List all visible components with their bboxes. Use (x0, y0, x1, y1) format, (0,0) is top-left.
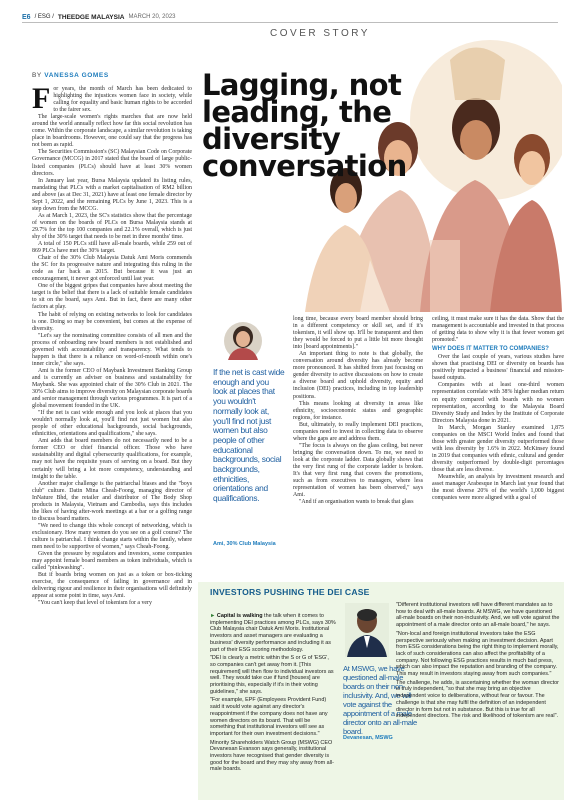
paragraph: Companies with at least one-third women representation correlate with 38% higher median return on equity compared with boards with no women representation, according to the Malaysia Board Diversity Study and Index by the Institute of Corporate Directors Malaysia done in 2021. (432, 382, 564, 424)
paragraph: "Let's say the nominating committee consists of all men and the process of onboarding new board members is not established and governed with accountability and transparency. What tends to happen is that there is a reliance on word-of-mouth within one's inner circle," she says. (32, 332, 192, 367)
paragraph: One of the biggest gripes that companies have about meeting the target is the belief that there is a lack of suitable female candidates to sit on the board, says Ami. But in fact, there are many other factors at play. (32, 283, 192, 311)
paragraph: As at March 1, 2023, the SC's statistics show that the percentage of women on the boards of PLCs on Bursa Malaysia stands at 29.7% for the top 100 companies and 22.1% overall, which is just shy of the 30% target that needs to be met in three months' time. (32, 212, 192, 240)
section-title: COVER STORY (270, 28, 370, 39)
paragraph: "And if an organisation wants to break that glass (299, 499, 414, 506)
paragraph: In January last year, Bursa Malaysia updated its listing rules, mandating that PLCs with a market capitalisation of RM2 billion and above (as at Dec 31, 2021) have at least one female director by Sept 1, 2022, and the remaining PLCs by June 1, 2023. This is a step down from the MCCG. (32, 177, 192, 212)
paragraph: Chair of the 30% Club Malaysia Datuk Ami Moris commends the SC for its progressive nature and integrating this ruling in the code as far back as 2015. But because it was just an encouragement, it never got enforced until last year. (32, 255, 192, 283)
lead-in: Capital is walking (216, 613, 263, 619)
paragraph: Another major challenge is the patriarchal biases and the "boys club" culture. Datin Mina Cheah-Foong, managing director of InNature Bhd, the retailer and distributor of The Body Shop products in Malaysia, Vietnam and Cambodia, says this includes the likes of having after-work meetings at a bar or a golfing range to discuss board matters. (32, 480, 192, 522)
paragraph: The challenge, he adds, is ascertaining whether the woman director is truly independent, "so that she may bring an objective independent voice to deliberations, without fear or favour. The challenge is that she may fulfil the definition of an independent director in form but not in substance. But this is true for all independent directors. The risk and likelihood of tokenism are real". (396, 679, 559, 720)
paragraph: Meanwhile, an analysis by investment research and asset manager Arabesque in March last year found that the most diverse 20% of the world's 1,000 biggest companies were more aligned with a goal of (432, 474, 564, 502)
sidebar-title: INVESTORS PUSHING THE DEI CASE (210, 587, 370, 597)
byline-prefix: BY (32, 72, 42, 79)
paragraph: Over the last couple of years, various studies have shown that practising DEI or diversity on boards has positively impacted a business' financial and mission-based outputs. (432, 354, 564, 382)
paragraph: The Securities Commission's (SC) Malaysian Code on Corporate Governance (MCCG) in 2017 stated that the board of large public-listed companies (PLCs) should have at least 30% women directors. (32, 149, 192, 177)
paragraph: This means looking at diversity in areas like ethnicity, socioeconomic status and geographic regions, for instance. (293, 400, 423, 421)
pull-quote-attribution: Ami, 30% Club Malaysia (213, 541, 276, 547)
paragraph: "Different institutional investors will have different mandates as to how to deal with all-male boards. At MSWG, we have questioned all-male boards on their non-inclusivity. And, we will vote against the appointment of a male director onto an all-male board," he says. (396, 602, 560, 629)
subheading: WHY DOES IT MATTER TO COMPANIES? (432, 346, 549, 353)
sidebar-column-2 (396, 602, 560, 722)
paragraph: An important thing to note is that globally, the conversation around diversity has already become more pronounced. It has shifted from just focusing on gender diversity to active discussions on how to create a diverse board and uphold diversity, equity and inclusion (DEI) practices, including in top leadership positions. (293, 351, 423, 400)
paragraph: But if boards bring women on just as a token or box-ticking exercise, the consequence of failing in governance and in delivering rigour and resilience in their organisations will definitely appear at some point in time, says Ami. (32, 572, 192, 600)
paragraph: "DEI is clearly a metric within the S or G of 'ESG', so companies can't get away from it. [This requirement] will then flow to individual investors as well. They would take cue if fund [houses] are prioritising this, especially if it's in their voting guidelines," she says. (210, 655, 334, 695)
paragraph: In March, Morgan Stanley examined 1,875 companies on the MSCI World Index and found that those with greater gender diversity outperformed those with less diversity by 1.6% in 2022. McKinsey found in 2019 that companies with ethnic, cultural and gender diversity outperformed by double-digit percentages those that are less diverse. (432, 424, 564, 473)
ami-portrait (224, 322, 262, 360)
page-number: E6 (22, 13, 31, 21)
paragraph: ceiling, it must make sure it has the data. Show that the management is accountable and invested in that process of getting data to show why it is that fewer women get promoted." (432, 316, 564, 344)
paragraph: "We need to change this whole concept of networking, which is exclusionary. How many women do you see on a golf course? The culture is patriarchal. I think change starts within the family, where men need to be supportive of women," says Cheah-Foong. (32, 522, 192, 551)
arrow-icon: ► (210, 613, 216, 619)
paragraph: But, ultimately, to really implement DEI practices, companies need to invest in collecting data to observe where the gaps are and address them. (293, 421, 423, 442)
paragraph: "You can't keep that level of tokenism for a very (38, 600, 152, 607)
issue-date: MARCH 20, 2023 (128, 14, 176, 20)
article-column-2 (293, 316, 423, 506)
author-name: VANESSA GOMES (44, 72, 109, 79)
paragraph: "The focus is always on the glass ceiling, but never bringing the conversation down. To me, we need to look at the corporate ladder. Data globally shows that the very first rung of the corporate ladder is broken. It's that very first rung that covers the promotions, such as from executives to managers, where less representation of women has been observed," says Ami. (293, 442, 423, 499)
paragraph: long time, because every board member should bring in a different competency or skill set, and if it's tokenism, it will show up. It'll be transparent and then they would be forced to put a little bit more thought into [board appointments]." (293, 316, 423, 351)
devanesan-portrait (345, 603, 389, 657)
lead-text: the talk when it comes to implementing DEI practices among PLCs, says 30% Club Malaysia chair Datuk Ami Moris. Institutional investors and asset managers are evaluating a business' diversity performance and including it as part of their ESG scoring methodology. (210, 613, 336, 653)
paragraph: Ami is the former CEO of Maybank Investment Banking Group and is currently an adviser on business and sustainability for Maybank. She was appointed chair of the 30% Club in 2021. The 30% Club aims to improve diversity on Malaysian corporate boards and senior management through various programmes. It is part of a global movement founded in the UK. (32, 367, 192, 410)
byline (32, 72, 109, 79)
paragraph: Minority Shareholders Watch Group (MSWG) CEO Devanesan Evanson says generally, institutional investors have recognised that gender diversity is good for the board and they may shy away from all-male boards. (210, 739, 334, 773)
paragraph: Ami adds that board members do not necessarily need to be a former CEO or chief financial officer. Those who have sustainability and digital cybersecurity qualifications, for example, may not have the requisite years of serving on a board. But they certainly will bring a lot more competency, understanding and insight to the table. (32, 438, 192, 480)
sidebar-column-1 (210, 613, 336, 775)
paragraph: or years, the month of March has been dedicated to highlighting the injustices women face in society, while calling for equality and basic human rights to be accorded to the fairer sex. (53, 86, 192, 114)
paragraph: The large-scale women's rights marches that are now held around the world annually reflect how far this social revolution has come. Within the corporate landscape, a similar revolution is taking place in boardrooms. However, one could say that the progress has not been as rapid. (32, 114, 192, 149)
paragraph: A total of 150 PLCs still have all-male boards, while 259 out of 869 PLCs have met the 30% target. (32, 241, 192, 255)
sidebar-quote: At MSWG, we have questioned all-male boards on their non-inclusivity. And, we will vote against the appointment of a male director onto an all-male board. (343, 664, 417, 736)
paragraph: The habit of relying on existing networks to look for candidates is one. Doing so may be convenient, but comes at the expense of diversity. (32, 311, 192, 332)
publication-name: THEEDGE MALAYSIA (57, 13, 125, 21)
section-tag: / ESG / (34, 14, 54, 20)
header-rule (22, 22, 558, 23)
pull-quote: If the net is cast wide enough and you look at places that you wouldn't normally look at, you'll find not just women but also people of other educational backgrounds, social backgrounds, ethnicities, orientations and qualifications. (213, 367, 285, 504)
drop-cap: F (32, 82, 51, 115)
paragraph: "For example, EPF (Employees Provident Fund) said it would vote against any director's reappointment if the company does not have any women directors on its board. That will be something that institutional investors will see as important for their own investment decisions." (210, 697, 328, 737)
paragraph (210, 613, 336, 653)
article-column-3 (432, 316, 564, 502)
article-column-1 (32, 82, 192, 607)
paragraph: Given the pressure by regulators and investors, some companies may appoint female board members as token individuals, which is called "pinkwashing". (32, 551, 192, 572)
sidebar-quote-attribution: Devanesan, MSWG (343, 735, 393, 741)
headline: Lagging, not leading, the diversity conversation (202, 68, 407, 183)
paragraph: "If the net is cast wide enough and you look at places that you wouldn't normally look at, you'll find not just women but also people of other educational backgrounds, social backgrounds, ethnicities, orientations and qualifications," she says. (32, 410, 192, 438)
paragraph: "Non-local and foreign institutional investors take the ESG perspective seriously when making an investment decision. Apart from ESG considerations being the right thing to implement morally, lack of such considerations can also affect the profitability of a company. Not following ESG practices results in much bad press, which can also impact the reputation and branding of the company. This may result in investors staying away from such companies." (396, 630, 559, 678)
